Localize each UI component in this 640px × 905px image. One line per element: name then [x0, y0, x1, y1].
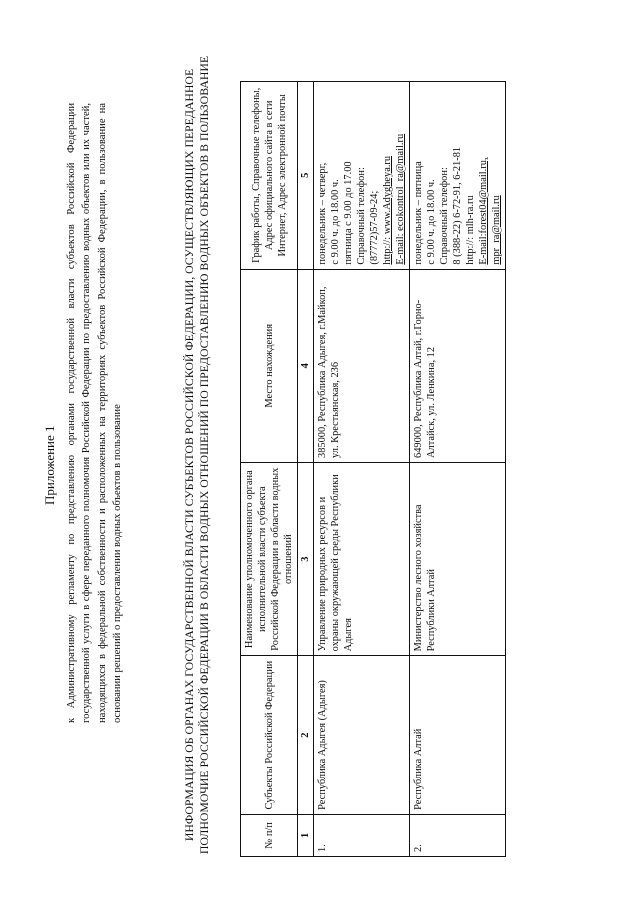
email-link[interactable]: E-mail: ecokontrol_ra@mail.ru [395, 133, 406, 265]
appendix-title: Приложение 1 [42, 425, 57, 505]
header-contacts: График работы, Справочные телефоны, Адрес официального сайта в сети Интернет, Адрес электронной почты [241, 82, 298, 270]
contact-line: Справочный телефон: [356, 167, 367, 265]
organs-table [240, 81, 506, 857]
row-organ: Министерство лесного хозяйства Республики Алтай [410, 462, 506, 655]
col-number: 4 [298, 269, 314, 462]
col-number: 2 [298, 656, 314, 814]
preamble-text: к Административному регламенту по представлению органами государственной власти субъектов Российской Федерации государственной услуги в сфере переданного полномочия Российской Федерации по предоставлению водных объектов или их частей, находящихся в федеральной собственности и расположенных на территориях субъектов Российской Федерации, в пользование на основании решений о предоставлении водных объектов в пользование [66, 103, 123, 723]
header-address: Место нахождения [241, 269, 298, 462]
row-num: 1. [314, 814, 410, 856]
contact-line: с 9.00 ч. до 18.00 ч. [330, 179, 341, 265]
col-number: 1 [298, 814, 314, 856]
row-organ: Управление природных ресурсов и охраны окружающей среды Республики Адыгея [314, 462, 410, 655]
row-num: 2. [410, 814, 506, 856]
header-organ: Наименование уполномоченного органа исполнительной власти субъекта Российской Федерации в области водных отношений [241, 462, 298, 655]
contact-line: Справочный телефон: [439, 167, 450, 265]
contact-line: с 9.00 ч. до 18.00 ч. [426, 179, 437, 265]
contact-line: пятница с 9.00 до 17.00 [343, 161, 354, 265]
contact-line: (87772)57-09-24; [369, 190, 380, 265]
email-link[interactable]: E-mail:forest04@mail.ru, [478, 157, 489, 265]
contact-line: понедельник – четверг, [317, 162, 328, 265]
row-contacts [410, 82, 506, 270]
row-subject: Республика Адыгея (Адыгея) [314, 656, 410, 814]
col-number: 5 [298, 82, 314, 270]
table-row [410, 82, 506, 857]
table-row [314, 82, 410, 857]
table-header-row [241, 82, 298, 857]
col-number: 3 [298, 462, 314, 655]
contact-line: понедельник – пятница [413, 161, 424, 265]
contact-line: 8 (388-22) 6-72-91, 6-21-81 [452, 146, 463, 265]
column-number-row [298, 82, 314, 857]
row-subject: Республика Алтай [410, 656, 506, 814]
header-num: № п/п [241, 814, 298, 856]
website-link[interactable]: http://: mlh-ra.ru [465, 195, 476, 265]
header-subject: Субъекты Российской Федерации [241, 656, 298, 814]
website-link[interactable]: http://: www.Adygheya.ru [382, 155, 393, 265]
row-address: 385000, Республика Адыгея, г.Майкоп, ул. Крестьянская, 236 [314, 269, 410, 462]
row-address: 649000, Республика Алтай, г.Горно-Алтайск, ул. Ленкина, 12 [410, 269, 506, 462]
email-link[interactable]: mpr_ra@mail.ru [491, 195, 502, 265]
row-contacts [314, 82, 410, 270]
document-heading: ИНФОРМАЦИЯ ОБ ОРГАНАХ ГОСУДАРСТВЕННОЙ ВЛАСТИ СУБЪЕКТОВ РОССИЙСКОЙ ФЕДЕРАЦИИ, ОСУЩЕСТВЛЯЮЩИХ ПЕРЕДАННОЕ ПОЛНОМОЧИЕ РОССИЙСКОЙ ФЕДЕРАЦИИ В ОБЛАСТИ ВОДНЫХ ОТНОШЕНИЙ ПО ПРЕДОСТАВЛЕНИЮ ВОДНЫХ ОБЪЕКТОВ В ПОЛЬЗОВАНИЕ [182, 55, 211, 855]
